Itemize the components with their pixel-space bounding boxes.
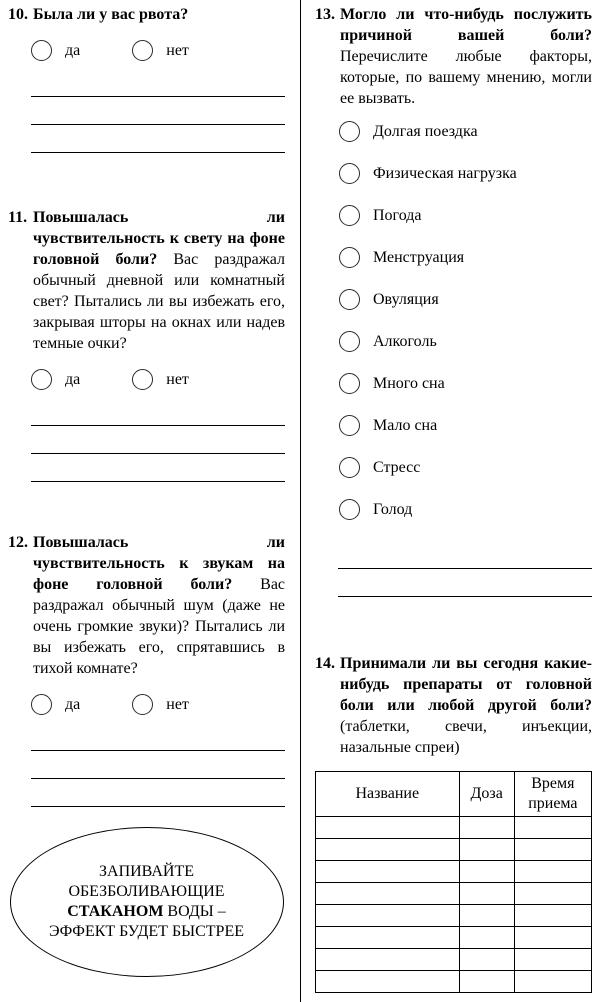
q12-yes-no-row xyxy=(31,694,285,715)
q11-no-label: нет xyxy=(166,370,189,388)
question-14 xyxy=(315,653,592,993)
q13-option-radio[interactable] xyxy=(339,289,360,310)
q13-option xyxy=(339,247,592,268)
table-row xyxy=(316,861,592,883)
q10-no-label: нет xyxy=(166,41,189,59)
dose-cell[interactable] xyxy=(459,883,514,905)
question-title: Могло ли что-нибудь послужить причиной вашей боли? xyxy=(340,6,592,44)
q13-option xyxy=(339,205,592,226)
q13-option-radio[interactable] xyxy=(339,457,360,478)
time-cell[interactable] xyxy=(514,883,591,905)
q10-yes-no-row xyxy=(31,40,285,61)
question-11 xyxy=(8,207,285,482)
table-row xyxy=(316,817,592,839)
dose-cell[interactable] xyxy=(459,949,514,971)
question-number: 14. xyxy=(315,655,335,672)
q11-yes-no-row xyxy=(31,369,285,390)
question-12-text xyxy=(8,532,285,679)
answer-line[interactable] xyxy=(31,97,285,125)
question-13-text xyxy=(315,4,592,109)
tip-text-pre: ЗАПИВАЙТЕ ОБЕЗБОЛИВАЮЩИЕ xyxy=(68,863,225,900)
q10-no-radio[interactable] xyxy=(132,40,153,61)
name-cell[interactable] xyxy=(316,883,460,905)
tip-text-post: ВОДЫ – ЭФФЕКТ БУДЕТ БЫСТРЕЕ xyxy=(49,903,244,940)
column-header-time: Время приема xyxy=(514,772,591,817)
q12-no-label: нет xyxy=(166,695,189,713)
time-cell[interactable] xyxy=(514,971,591,993)
question-body: Перечислите любые факторы, которые, по вашему мнению, могли ее вызвать. xyxy=(340,48,592,107)
q13-option-radio[interactable] xyxy=(339,331,360,352)
time-cell[interactable] xyxy=(514,817,591,839)
question-title: Была ли у вас рвота? xyxy=(33,6,189,23)
time-cell[interactable] xyxy=(514,839,591,861)
question-number: 12. xyxy=(8,534,28,551)
q11-yes-label: да xyxy=(65,370,81,388)
q13-option xyxy=(339,163,592,184)
answer-line[interactable] xyxy=(338,569,592,597)
q13-option-radio[interactable] xyxy=(339,499,360,520)
q13-option-label: Много сна xyxy=(373,374,445,392)
answer-line[interactable] xyxy=(31,69,285,97)
q13-option-radio[interactable] xyxy=(339,121,360,142)
q13-option-radio[interactable] xyxy=(339,373,360,394)
dose-cell[interactable] xyxy=(459,817,514,839)
q11-answer-lines xyxy=(31,398,285,482)
table-row xyxy=(316,883,592,905)
table-row xyxy=(316,971,592,993)
q13-option xyxy=(339,415,592,436)
answer-line[interactable] xyxy=(31,454,285,482)
q13-option-radio[interactable] xyxy=(339,415,360,436)
question-number: 13. xyxy=(315,6,335,23)
q13-option-radio[interactable] xyxy=(339,163,360,184)
answer-line[interactable] xyxy=(338,541,592,569)
q13-option-label: Менструация xyxy=(373,248,465,266)
right-column xyxy=(301,0,600,1002)
question-11-text xyxy=(8,207,285,354)
dose-cell[interactable] xyxy=(459,905,514,927)
question-10-text xyxy=(8,4,285,25)
q10-yes-radio[interactable] xyxy=(31,40,52,61)
table-row xyxy=(316,949,592,971)
time-cell[interactable] xyxy=(514,927,591,949)
q11-yes-radio[interactable] xyxy=(31,369,52,390)
name-cell[interactable] xyxy=(316,861,460,883)
q12-yes-radio[interactable] xyxy=(31,694,52,715)
tip-text xyxy=(41,862,253,942)
question-12 xyxy=(8,532,285,807)
table-row xyxy=(316,927,592,949)
question-body: Вас раздражал обычный дневной или комнатный свет? Пытались ли вы избежать его, закрывая шторы на окнах или надев темные очки? xyxy=(33,251,285,352)
answer-line[interactable] xyxy=(31,426,285,454)
question-title: Повышалась ли чувствительность к звукам на фоне головной боли? xyxy=(33,534,285,593)
q10-yes-label: да xyxy=(65,41,81,59)
q13-option-label: Голод xyxy=(373,500,413,518)
question-title: Принимали ли вы сегодня какие-нибудь препараты от головной боли или любой другой боли? xyxy=(340,655,592,714)
column-header-dose: Доза xyxy=(459,772,514,817)
q13-option xyxy=(339,289,592,310)
medications-table xyxy=(315,771,592,993)
q13-option-label: Стресс xyxy=(373,458,421,476)
q13-option-label: Погода xyxy=(373,206,422,224)
q12-answer-lines xyxy=(31,723,285,807)
question-10 xyxy=(8,4,285,153)
answer-line[interactable] xyxy=(31,779,285,807)
name-cell[interactable] xyxy=(316,971,460,993)
name-cell[interactable] xyxy=(316,949,460,971)
question-body: (таблетки, свечи, инъекции, назальные спреи) xyxy=(340,718,592,756)
q13-options xyxy=(339,121,592,520)
q13-option xyxy=(339,121,592,142)
q13-option-label: Мало сна xyxy=(373,416,438,434)
name-cell[interactable] xyxy=(316,905,460,927)
q13-option-label: Овуляция xyxy=(373,290,439,308)
time-cell[interactable] xyxy=(514,861,591,883)
answer-line[interactable] xyxy=(31,723,285,751)
column-header-name: Название xyxy=(316,772,460,817)
answer-line[interactable] xyxy=(31,398,285,426)
name-cell[interactable] xyxy=(316,839,460,861)
dose-cell[interactable] xyxy=(459,839,514,861)
medications-table-body xyxy=(316,817,592,993)
q13-option xyxy=(339,499,592,520)
q13-option xyxy=(339,373,592,394)
question-number: 10. xyxy=(8,6,28,23)
q11-no-radio[interactable] xyxy=(132,369,153,390)
q13-option-radio[interactable] xyxy=(339,247,360,268)
answer-line[interactable] xyxy=(31,125,285,153)
q13-option-label: Алкоголь xyxy=(373,332,437,350)
medications-table-header-row xyxy=(316,772,592,817)
tip-text-bold: СТАКАНОМ xyxy=(67,903,164,920)
name-cell[interactable] xyxy=(316,817,460,839)
time-cell[interactable] xyxy=(514,949,591,971)
question-body: Вас раздражал обычный шум (даже не очень громкие звуки)? Пытались ли вы избежать его, спрятавшись в тихой комнате? xyxy=(33,576,286,677)
q10-answer-lines xyxy=(31,69,285,153)
tip-oval xyxy=(10,827,284,977)
answer-line[interactable] xyxy=(31,751,285,779)
q13-option-radio[interactable] xyxy=(339,205,360,226)
dose-cell[interactable] xyxy=(459,927,514,949)
table-row xyxy=(316,905,592,927)
q13-answer-lines xyxy=(338,541,592,597)
dose-cell[interactable] xyxy=(459,971,514,993)
question-13 xyxy=(315,4,592,597)
q13-option xyxy=(339,457,592,478)
question-number: 11. xyxy=(8,209,28,226)
q13-option xyxy=(339,331,592,352)
q12-yes-label: да xyxy=(65,695,81,713)
table-row xyxy=(316,839,592,861)
question-title: Повышалась ли чувствительность к свету на фоне головной боли? xyxy=(33,209,285,268)
dose-cell[interactable] xyxy=(459,861,514,883)
time-cell[interactable] xyxy=(514,905,591,927)
q13-option-label: Физическая нагрузка xyxy=(373,164,517,182)
q13-option-label: Долгая поездка xyxy=(373,122,478,140)
q12-no-radio[interactable] xyxy=(132,694,153,715)
name-cell[interactable] xyxy=(316,927,460,949)
question-14-text xyxy=(315,653,592,758)
